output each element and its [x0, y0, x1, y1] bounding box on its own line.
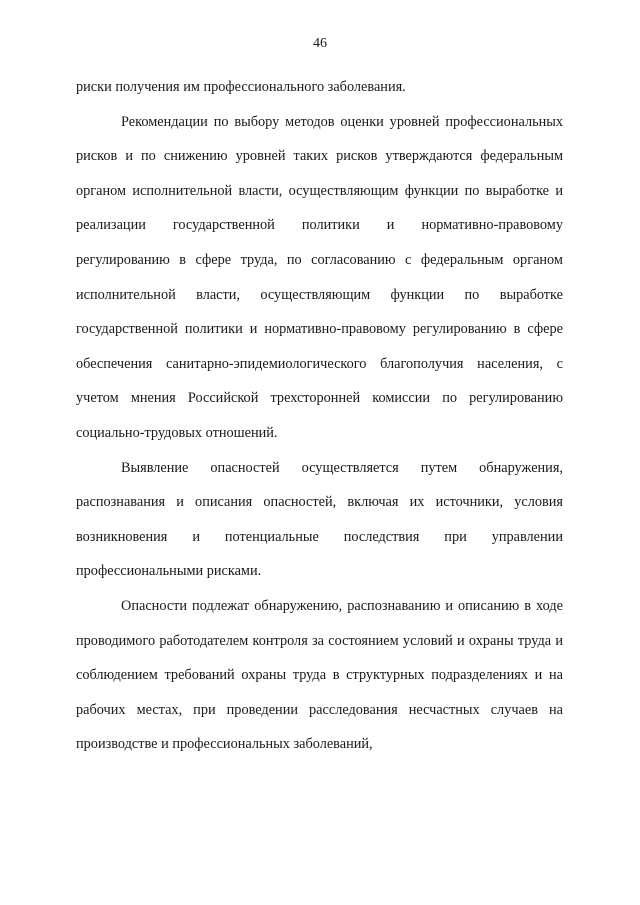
paragraph-recommendations: Рекомендации по выбору методов оценки уровней профессиональных рисков и по снижению уровней таких рисков утверждаются федеральным органом исполнительной власти, осуществляющим функции по выработке и реализации государственной политики и нормативно-правовому регулированию в сфере труда, по согласованию с федеральным органом исполнительной власти, осуществляющим функции по выработке государственной политики и нормативно-правовому регулированию в сфере обеспечения санитарно-эпидемиологического благополучия населения, с учетом мнения Российской трехсторонней комиссии по регулированию социально-трудовых отношений.: [76, 113, 563, 441]
paragraph-continuation: риски получения им профессионального заболевания.: [76, 79, 406, 95]
paragraph-hazard-detection: Опасности подлежат обнаружению, распознаванию и описанию в ходе проводимого работодателем контроля за состоянием условий и охраны труда и соблюдением требований охраны труда в структурных подразделениях и на рабочих местах, при проведении расследования несчастных случаев на производстве и профессиональных заболеваний,: [76, 597, 563, 753]
page-number: 46: [313, 36, 327, 51]
paragraph-hazard-identification: Выявление опасностей осуществляется путем обнаружения, распознавания и описания опасностей, включая их источники, условия возникновения и потенциальные последствия при управлении профессиональными рисками.: [76, 459, 563, 580]
document-body: [76, 70, 563, 762]
